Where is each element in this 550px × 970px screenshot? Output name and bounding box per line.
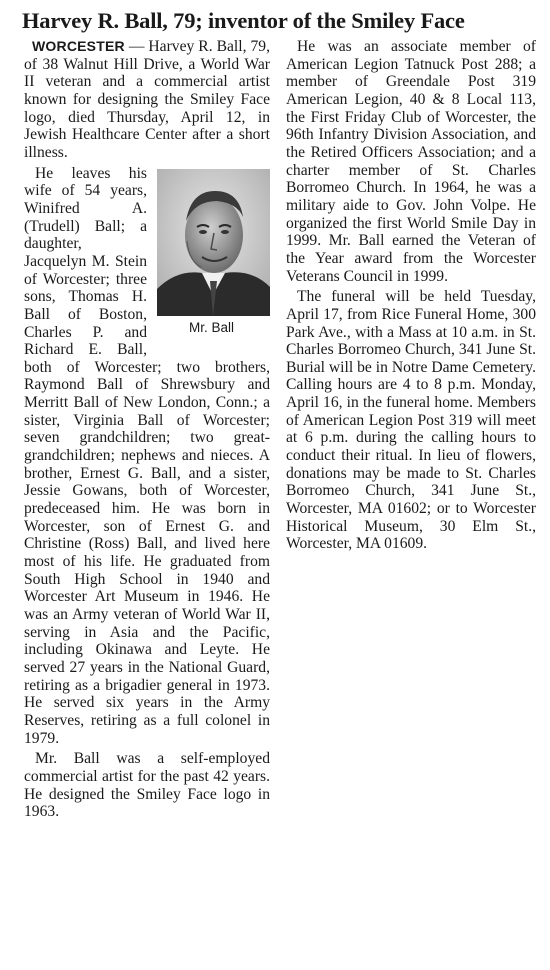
portrait-image	[157, 169, 270, 316]
photo-caption: Mr. Ball	[188, 319, 234, 335]
dateline: WORCESTER	[32, 38, 125, 54]
portrait-photo	[157, 169, 270, 316]
funeral-paragraph: The funeral will be held Tuesday, April 17, from Rice Funeral Home, 300 Park Ave., with a Mass at 10 a.m. in St. Charles Borromeo Church, 341 June St. Burial will be in Notre Dame Cemetery. Calling hours are 4 to 8 p.m. Monday, April 16, in the funeral home. Members of American Legion Post 319 will meet at 6 p.m. during the calling hours to conduct their ritual. In lieu of flowers, donations may be made to St. Charles Borromeo Church, 341 June St., Worcester, MA 01602; or to Worcester Historical Museum, 30 Elm St., Worcester, MA 01609.	[286, 288, 536, 553]
career-paragraph: Mr. Ball was a self-employed commercial artist for the past 42 years. He designed the Smiley Face logo in 1963.	[24, 750, 270, 821]
right-column	[286, 38, 536, 553]
survivors-text: He leaves his wife of 54 years, Winifred A. (Trudell) Ball; a daughter, Jacquelyn M. Stein of Worcester; three sons, Thomas H. Ball of Boston, Charles P. and Richard E. Ball, both of Worcester; two brothers, Raymond Ball of Shrewsbury and Merritt Ball of New London, Conn.; a sister, Virginia Ball of Worcester; seven grandchildren; two great-grandchildren; nephews and nieces. A brother, Ernest G. Ball, and a sister, Jessie Gowans, both of Worcester, predeceased him. He was born in Worcester, son of Ernest G. and Christine (Ross) Ball, and lived here most of his life. He graduated from South High School in 1940 and Worcester Art Museum in 1946. He was an Army veteran of World War II, serving in Asia and the Pacific, including Okinawa and Leyte. He served 27 years in the National Guard, retiring as a brigadier general in 1973. He served six years in the Army Reserves, retiring as a full colonel in 1979.	[24, 164, 270, 747]
lead-text: — Harvey R. Ball, 79, of 38 Walnut Hill Drive, a World War II veteran and a commercial artist known for designing the Smiley Face logo, died Thursday, April 12, in Jewish Healthcare Center after a short illness.	[24, 38, 270, 161]
photo-block	[155, 169, 270, 347]
headline: Harvey R. Ball, 79; inventor of the Smiley Face	[22, 8, 465, 33]
lead-paragraph	[24, 38, 270, 162]
memberships-paragraph: He was an associate member of American Legion Tatnuck Post 288; a member of Greendale Post 319 American Legion, 40 & 8 Local 113, the First Friday Club of Worcester, the 96th Infantry Division Association, and the Retired Officers Association; and a charter member of St. Charles Borromeo Church. In 1964, he was a military aide to Gov. John Volpe. He organized the first World Smile Day in 1999. Mr. Ball earned the Veteran of the Year award from the Worcester Veterans Council in 1999.	[286, 38, 536, 285]
left-column	[24, 38, 270, 821]
survivors-paragraph	[24, 165, 270, 748]
